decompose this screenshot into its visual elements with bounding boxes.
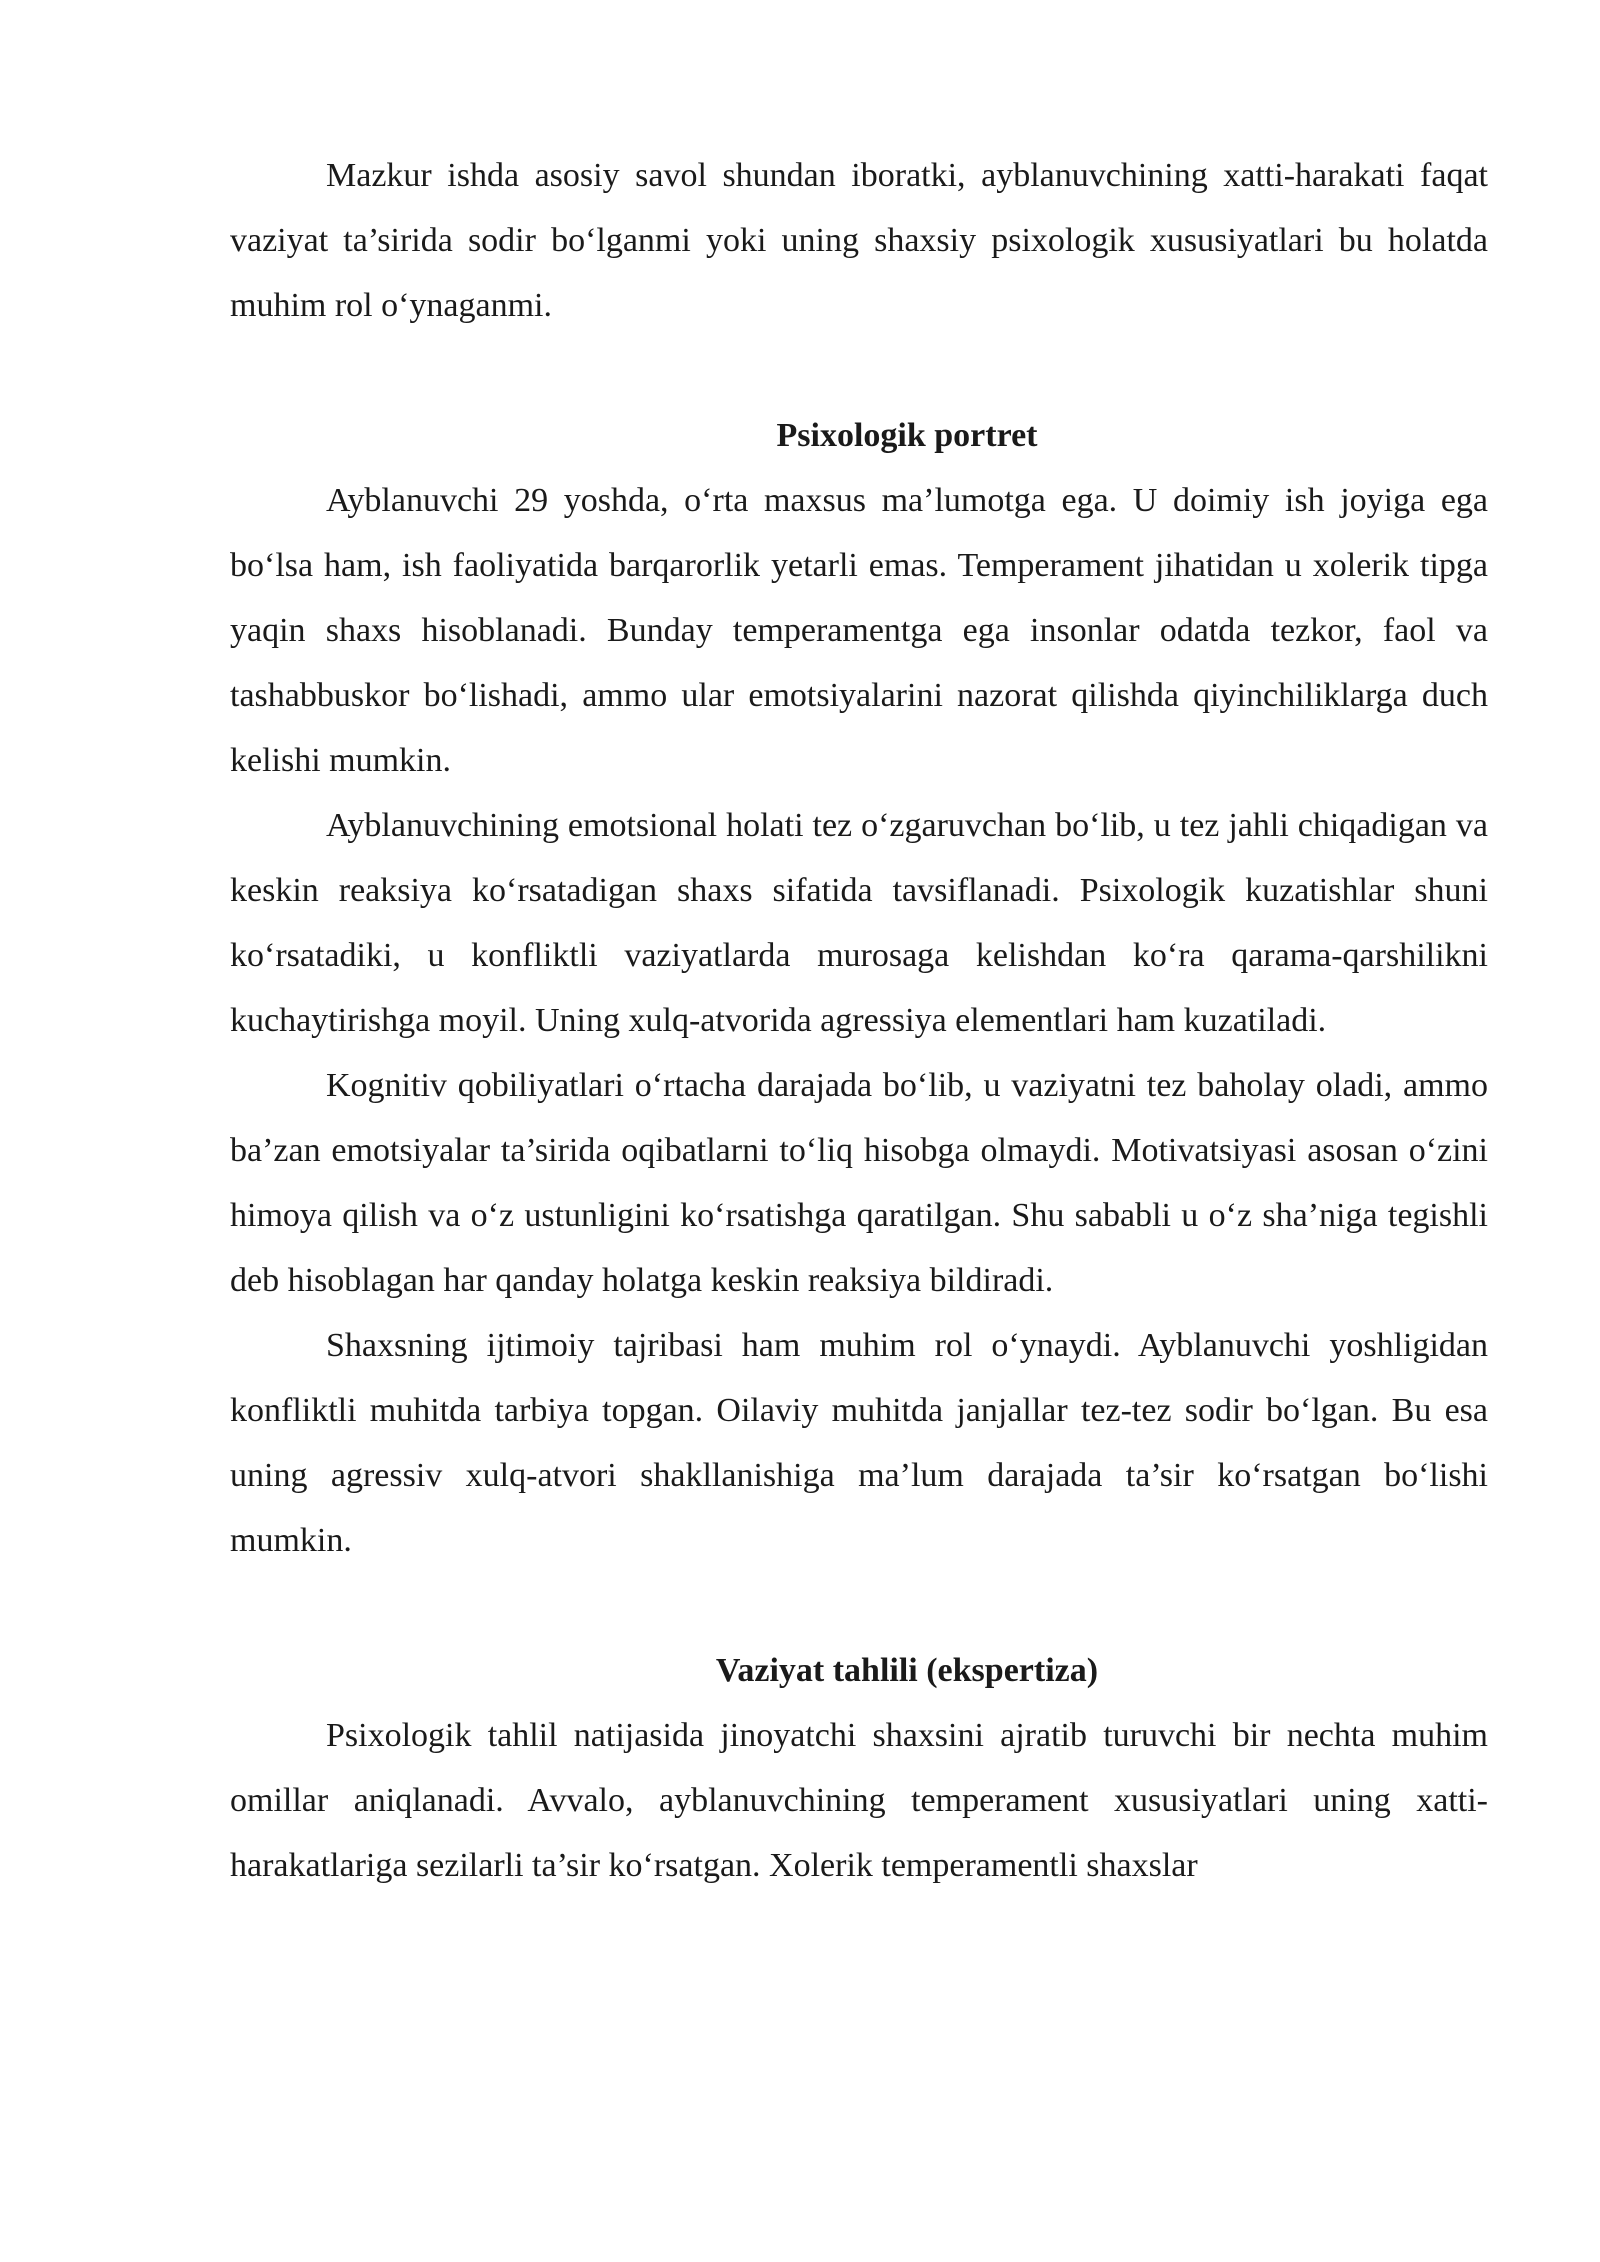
- section-heading-situation-analysis: Vaziyat tahlili (ekspertiza): [715, 1652, 1099, 1689]
- body-paragraph: Psixologik tahlil natijasida jinoyatchi shaxsini ajratib turuvchi bir nechta muhim omillar aniqlanadi. Avvalo, ayblanuvchining temperament xususiyatlari uning xatti-harakatlariga sezilarli ta’sir ko‘rsatgan. Xolerik temperamentli shaxslar: [230, 1717, 1488, 1884]
- body-paragraph: Ayblanuvchining emotsional holati tez o‘zgaruvchan bo‘lib, u tez jahli chiqadigan va keskin reaksiya ko‘rsatadigan shaxs sifatida tavsiflanadi. Psixologik kuzatishlar shuni ko‘rsatadiki, u konfliktli vaziyatlarda murosaga kelishdan ko‘ra qarama-qarshilikni kuchaytirishga moyil. Uning xulq-atvorida agressiya elementlari ham kuzatiladi.: [230, 807, 1488, 1039]
- body-paragraph: Ayblanuvchi 29 yoshda, o‘rta maxsus ma’lumotga ega. U doimiy ish joyiga ega bo‘lsa ham, ish faoliyatida barqarorlik yetarli emas. Temperament jihatidan u xolerik tipga yaqin shaxs hisoblanadi. Bunday temperamentga ega insonlar odatda tezkor, faol va tashabbuskor bo‘lishadi, ammo ular emotsiyalarini nazorat qilishda qiyinchiliklarga duch kelishi mumkin.: [230, 482, 1488, 779]
- section-spacer: [230, 338, 1488, 403]
- body-paragraph: Shaxsning ijtimoiy tajribasi ham muhim rol o‘ynaydi. Ayblanuvchi yoshligidan konfliktli muhitda tarbiya topgan. Oilaviy muhitda janjallar tez-tez sodir bo‘lgan. Bu esa uning agressiv xulq-atvori shakllanishiga ma’lum darajada ta’sir ko‘rsatgan bo‘lishi mumkin.: [230, 1327, 1488, 1559]
- section-heading-psychological-portrait: Psixologik portret: [776, 417, 1038, 454]
- document-body: [230, 143, 1488, 1898]
- intro-paragraph: Mazkur ishda asosiy savol shundan iboratki, ayblanuvchining xatti-harakati faqat vaziyat ta’sirida sodir bo‘lganmi yoki uning shaxsiy psixologik xususiyatlari bu holatda muhim rol o‘ynaganmi.: [230, 157, 1488, 324]
- section-spacer: [230, 1573, 1488, 1638]
- body-paragraph: Kognitiv qobiliyatlari o‘rtacha darajada bo‘lib, u vaziyatni tez baholay oladi, ammo ba’zan emotsiyalar ta’sirida oqibatlarni to‘liq hisobga olmaydi. Motivatsiyasi asosan o‘zini himoya qilish va o‘z ustunligini ko‘rsatishga qaratilgan. Shu sababli u o‘z sha’niga tegishli deb hisoblagan har qanday holatga keskin reaksiya bildiradi.: [230, 1067, 1488, 1299]
